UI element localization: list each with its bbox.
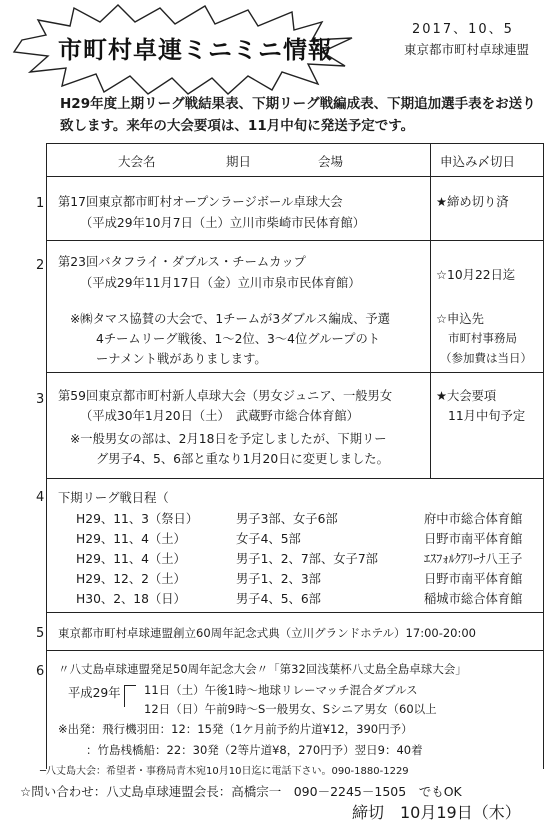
schedule-divisions: 男子4、5、6部 [236, 592, 321, 606]
item-3-date: （平成30年1月20日（土） 武蔵野市総合体育館） [80, 409, 359, 423]
table-divider [46, 612, 544, 613]
table-divider [46, 240, 544, 241]
schedule-venue: 日野市南平体育館 [424, 572, 523, 586]
item-6-day-2: 12日（日）午前9時～S一般男女、Sシニア男女（60以上 [144, 702, 437, 716]
header-deadline: 申込み〆切日 [440, 154, 516, 169]
item-1-title: 第17回東京都市町村オープンラージボール卓球大会 [58, 195, 343, 209]
issue-date: 2017、10、5 [412, 22, 514, 37]
schedule-date: H29、12、2（土） [76, 572, 186, 586]
table-column-divider [430, 143, 431, 478]
item-3-deadline-label: ★大会要項 [436, 389, 497, 403]
item-number: 5 [36, 626, 45, 641]
schedule-divisions: 男子3部、女子6部 [236, 512, 338, 526]
item-6-day-1: 11日（土）午後1時～地球リレーマッチ混合ダブルス [144, 683, 418, 697]
item-3-title: 第59回東京都市町村新人卓球大会（男女ジュニア、一般男女 [58, 389, 393, 403]
item-number: 2 [36, 258, 45, 273]
page-title: 市町村卓連ミニミニ情報 [58, 36, 333, 64]
schedule-divisions: 男子1、2、3部 [236, 572, 321, 586]
table-divider [46, 176, 544, 177]
table-divider [46, 478, 544, 479]
item-6-year: 平成29年 [68, 686, 121, 700]
item-1-deadline: ★締め切り済 [436, 195, 509, 209]
item-3-note: グ男子4、5、6部と重なり1月20日に変更しました。 [96, 452, 389, 466]
header-date: 期日 [226, 154, 252, 169]
item-2-deadline: ☆10月22日迄 [436, 268, 516, 282]
item-3-deadline: 11月中旬予定 [448, 409, 526, 423]
table-divider [46, 372, 544, 373]
item-2-apply-to: 市町村事務局 [448, 331, 517, 345]
header-venue: 会場 [318, 154, 344, 169]
schedule-date: H30、2、18（日） [76, 592, 186, 606]
item-2-apply-label: ☆申込先 [436, 312, 484, 326]
contact-line: ☆問い合わせ：八丈島卓球連盟会長：高橋宗一 090－2245－1505 でもOK [20, 784, 462, 799]
item-number: 4 [36, 490, 45, 505]
header-event-name: 大会名 [118, 154, 156, 169]
item-2-title: 第23回バタフライ・ダブルス・チームカップ [58, 255, 306, 269]
schedule-venue: 府中市総合体育館 [424, 512, 523, 526]
item-number: 1 [36, 196, 45, 211]
item-2-date: （平成29年11月17日（金）立川市泉市民体育館） [80, 276, 361, 290]
schedule-venue: ｴｽﾌｫﾙｸｱﾘｰﾅ八王子 [424, 552, 523, 566]
intro-line-2: 致します。来年の大会要項は、11月中旬に発送予定です。 [60, 118, 415, 134]
schedule-divisions: 女子4、5部 [236, 532, 301, 546]
item-2-fee-note: （参加費は当日） [440, 351, 532, 365]
item-3-note: ※一般男女の部は、2月18日を予定しましたが、下期リー [70, 432, 387, 446]
intro-line-1: H29年度上期リーグ戦結果表、下期リーグ戦編成表、下期追加選手表をお送り [60, 96, 536, 112]
schedule-date: H29、11、3（祭日） [76, 512, 199, 526]
item-1-date: （平成29年10月7日（土）立川市柴崎市民体育館） [80, 216, 366, 230]
schedule-heading: 下期リーグ戦日程（ [58, 491, 169, 505]
item-2-note: ーナメント戦がありまします。 [96, 352, 267, 366]
item-2-note: ※㈱タマス協賛の大会で、1チームが3ダブルス編成、予選 [70, 312, 390, 326]
schedule-date: H29、11、4（土） [76, 552, 186, 566]
item-6-contact: ─八丈島大会：希望者・事務局青木宛10月10日迄に電話下さい。090-1880-1229 [40, 766, 409, 777]
item-number: 6 [36, 664, 45, 679]
schedule-venue: 日野市南平体育館 [424, 532, 523, 546]
item-5-ceremony: 東京都市町村卓球連盟創立60周年記念式典（立川グランドホテル）17:00-20:00 [58, 626, 476, 640]
item-6-title: 〃八丈島卓球連盟発足50周年記念大会〃「第32回浅葉杯八丈島全島卓球大会」 [58, 662, 467, 676]
schedule-divisions: 男子1、2、7部、女子7部 [236, 552, 378, 566]
item-6-flight: ※出発：飛行機羽田：12：15発（1ケ月前予約片道¥12，390円予） [58, 722, 413, 736]
organization-name: 東京都市町村卓球連盟 [404, 42, 530, 57]
item-2-note: 4チームリーグ戦後、1～2位、3～4位グループのト [96, 332, 381, 346]
table-divider [46, 650, 544, 651]
deadline-note: 締切 10月19日（木） [352, 803, 521, 822]
schedule-venue: 稲城市総合体育館 [424, 592, 523, 606]
schedule-date: H29、11、4（土） [76, 532, 186, 546]
item-6-ship: ：竹島桟橋船：22：30発（2等片道¥8，270円予）翌日9：40着 [86, 743, 423, 757]
item-number: 3 [36, 392, 45, 407]
date-bracket [124, 685, 136, 707]
